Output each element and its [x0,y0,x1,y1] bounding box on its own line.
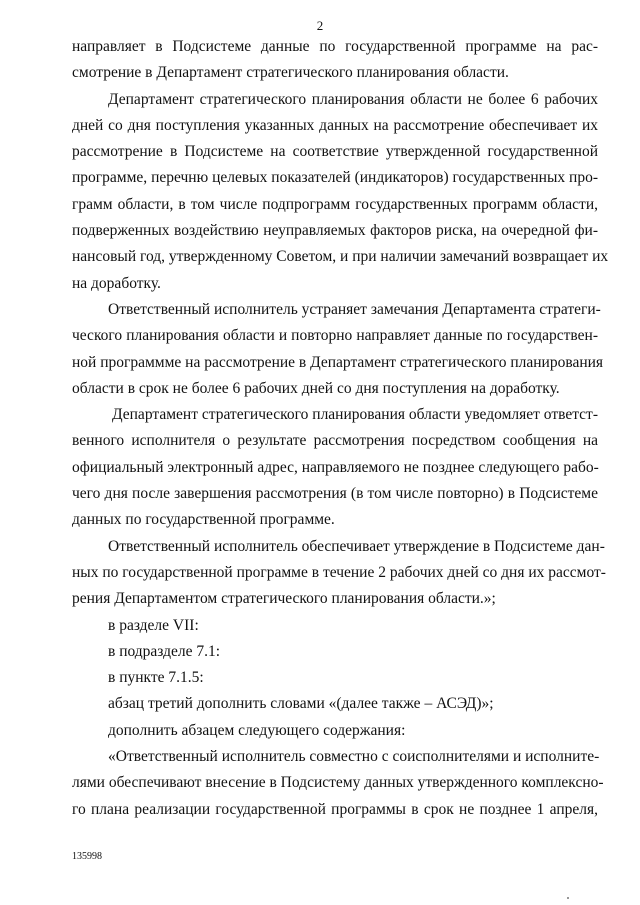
text-line: смотрение в Департамент стратегического планирования области. [72,64,509,82]
text-line: дополнить абзацем следующего содержания: [108,721,406,739]
text-line: Департамент стратегического планирования области уведомляет ответст- [112,406,598,424]
text-line: в разделе VII: [108,616,199,634]
text-line: Ответственный исполнитель устраняет замечания Департамента стратеги- [108,300,601,318]
document-code: 135998 [72,851,102,862]
text-line: венного исполнителя о результате рассмотрения посредством сообщения на [72,432,598,450]
page-number: 2 [316,18,324,33]
text-line: го плана реализации государственной программы в срок не позднее 1 апреля, [72,800,598,818]
text-line: данных по государственной программе. [72,511,335,529]
text-line: дней со дня поступления указанных данных на рассмотрение обеспечивает их [72,116,598,134]
text-line: на доработку. [72,274,161,292]
text-line: ных по государственной программе в течение 2 рабочих дней со дня их рассмот- [72,563,606,581]
text-line: «Ответственный исполнитель совместно с соисполнителями и исполните- [108,748,600,766]
text-line: рассмотрение в Подсистеме на соответствие утвержденной государственной [72,143,598,161]
text-line: ной программме на рассмотрение в Департамент стратегического планирования [72,353,604,371]
text-line: лями обеспечивают внесение в Подсистему данных утвержденного комплексно- [72,774,604,792]
text-line: в подразделе 7.1: [108,642,221,660]
text-line: программе, перечню целевых показателей (индикаторов) государственных про- [72,169,598,187]
scan-speck [567,897,569,899]
text-line: рения Департаментом стратегического планирования области.»; [72,590,496,608]
text-line: абзац третий дополнить словами «(далее также – АСЭД)»; [108,695,494,713]
text-line: нансовый год, утвержденному Советом, и при наличии замечаний возвращает их [72,248,609,266]
text-line: Департамент стратегического планирования области не более 6 рабочих [108,90,598,108]
text-line: официальный электронный адрес, направляемого не позднее следующего рабо- [72,458,599,476]
text-line: в пункте 7.1.5: [108,669,204,687]
text-line: подверженных воздействию неуправляемых факторов риска, на очередной фи- [72,222,598,240]
text-line: грамм области, в том числе подпрограмм государственных программ области, [72,195,598,213]
text-line: Ответственный исполнитель обеспечивает утверждение в Подсистеме дан- [108,537,605,555]
document-body [72,34,609,823]
text-line: чего дня после завершения рассмотрения (в том числе повторно) в Подсистеме [72,485,598,503]
text-line: ческого планирования области и повторно направляет данные по государствен- [72,327,598,345]
text-line: области в срок не более 6 рабочих дней со дня поступления на доработку. [72,379,560,397]
text-line: направляет в Подсистеме данные по государственной программе на рас- [72,38,598,55]
